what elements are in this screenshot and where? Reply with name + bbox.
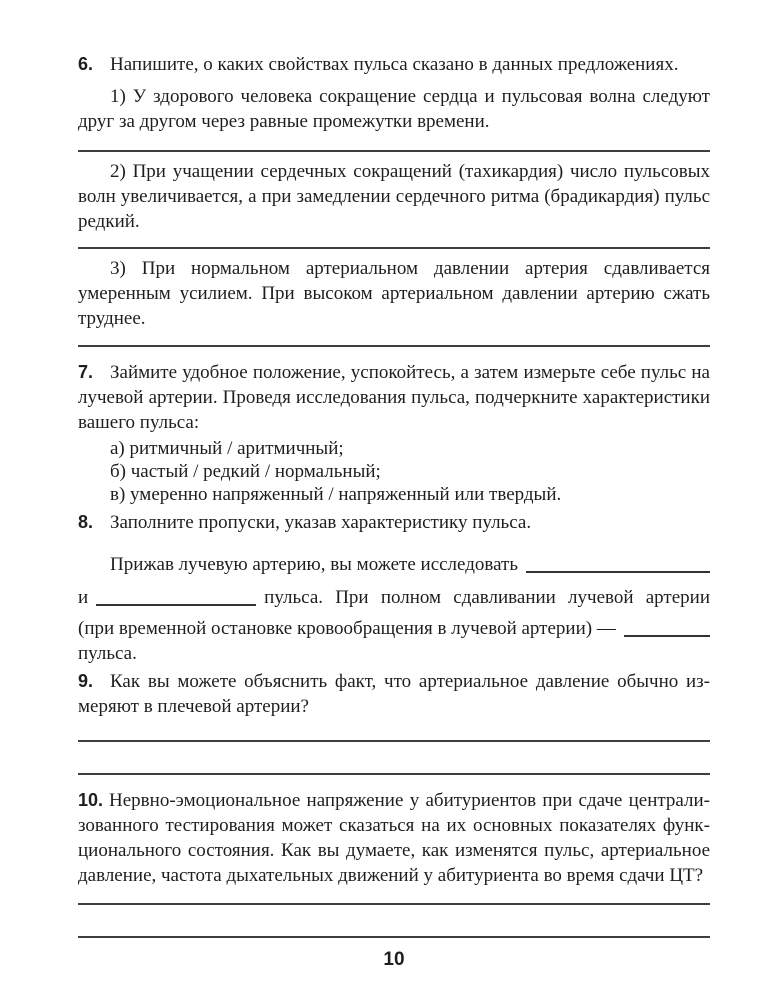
- exercise-8-prompt-text: Заполните пропуски, указав характеристику пульса.: [110, 512, 532, 533]
- exercise-8-prompt: [78, 510, 710, 535]
- answer-line-1[interactable]: [78, 150, 710, 152]
- exercise-8-fill-line-4: пульса.: [78, 643, 137, 664]
- exercise-7-prompt: [78, 360, 710, 435]
- exercise-9-prompt-text: Как вы можете объяснить факт, что артериальное давление обычно измеряют в плечевой артерии?: [78, 671, 710, 717]
- exercise-7-option-b[interactable]: б) частый / редкий / нормальный;: [110, 461, 381, 482]
- exercise-10-number: 10.: [78, 790, 104, 810]
- exercise-6-statement-1: 1) У здорового человека сокращение сердца и пульсовая волна следуют друг за другом через равные промежутки времени.: [78, 86, 710, 132]
- fill-line-2-start: и: [78, 587, 89, 608]
- fill-line-1-text: Прижав лучевую артерию, вы можете исследовать: [110, 554, 519, 575]
- exercise-7-options: [110, 437, 710, 506]
- answer-line-2[interactable]: [78, 247, 710, 249]
- fill-blank-1[interactable]: [526, 552, 710, 573]
- exercise-9-number: 9.: [78, 671, 94, 691]
- fill-line-3-text: (при временной остановке кровообращения в лучевой артерии) —: [78, 618, 616, 639]
- page-content: [78, 52, 710, 972]
- fill-line-2-end: пульса. При полном сдавливании лучевой артерии: [264, 587, 710, 608]
- answer-line-6[interactable]: [78, 903, 710, 905]
- exercise-7-option-a[interactable]: а) ритмичный / аритмичный;: [110, 438, 344, 459]
- exercise-6-statement-3: 3) При нормальном артериальном давлении артерия сдавливается умеренным усилием. При высоком артериальном давлении артерию сжать труднее.: [78, 258, 710, 329]
- exercise-10-prompt: [78, 788, 710, 888]
- page-number: 10: [383, 949, 405, 970]
- answer-line-7[interactable]: [78, 936, 710, 938]
- answer-line-4[interactable]: [78, 740, 710, 742]
- exercise-7-prompt-text: Займите удобное положение, успокойтесь, а затем измерьте себе пульс на лучевой артерии. Проведя исследования пульса, подчеркните характеристики вашего пульса:: [78, 362, 710, 433]
- exercise-6-prompt: [78, 52, 710, 77]
- exercise-7-option-v[interactable]: в) умеренно напряженный / напряженный или твердый.: [110, 484, 562, 505]
- exercise-8-fill-line-1: [78, 552, 710, 577]
- exercise-8-number: 8.: [78, 512, 94, 532]
- exercise-6-statement-2: 2) При учащении сердечных сокращений (тахикардия) число пульсовых волн увеличивается, а при замедлении сердечного ритма (брадикардия) пульс редкий.: [78, 161, 710, 232]
- fill-blank-2[interactable]: [96, 585, 256, 606]
- exercise-8-fill-line-3: [78, 616, 710, 641]
- answer-line-5[interactable]: [78, 773, 710, 775]
- exercise-6-number: 6.: [78, 54, 94, 74]
- exercise-8-fill-line-2: [78, 585, 710, 610]
- exercise-9-prompt: [78, 669, 710, 719]
- exercise-6-prompt-text: Напишите, о каких свойствах пульса сказано в данных предложениях.: [110, 54, 679, 75]
- exercise-7-number: 7.: [78, 362, 94, 382]
- exercise-10-prompt-text: Нервно-эмоциональное напряжение у абитуриентов при сдаче централизованного тестирования может сказаться на их основных показателях функционального состояния. Как вы думаете, как изменятся пульс, артериальное давление, частота дыхательных движений у абитуриента во время сдачи ЦТ?: [78, 790, 710, 886]
- fill-blank-3[interactable]: [624, 616, 710, 637]
- answer-line-3[interactable]: [78, 345, 710, 347]
